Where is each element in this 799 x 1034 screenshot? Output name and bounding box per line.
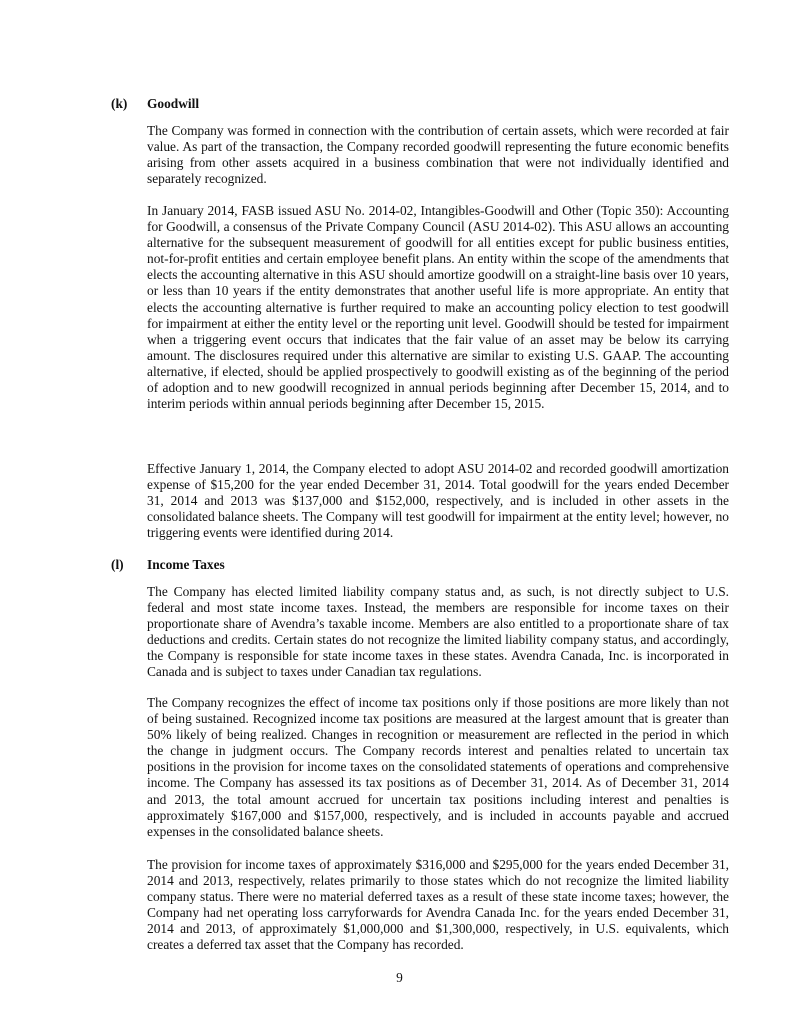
- section-title: Goodwill: [147, 96, 200, 111]
- section-heading-goodwill: [111, 96, 199, 112]
- paragraph: The provision for income taxes of approximately $316,000 and $295,000 for the years ended December 31, 2014 and 2013, respectively, relates primarily to those states which do not recognize the limited liability company status. There were no material deferred taxes as a result of these state income taxes; however, the Company had net operating loss carryforwards for Avendra Canada Inc. for the years ended December 31, 2014 and 2013, of approximately $1,000,000 and $1,300,000, respectively, in U.S. equivalents, which creates a deferred tax asset that the Company has recorded.: [147, 857, 729, 953]
- paragraph: The Company has elected limited liability company status and, as such, is not directly subject to U.S. federal and most state income taxes. Instead, the members are responsible for income taxes on their proportionate share of Avendra’s taxable income. Members are also entitled to a proportionate share of tax deductions and credits. Certain states do not recognize the limited liability company status, and accordingly, the Company is responsible for state income taxes in these states. Avendra Canada, Inc. is incorporated in Canada and is subject to taxes under Canadian tax regulations.: [147, 584, 729, 680]
- section-letter: (l): [111, 557, 124, 572]
- paragraph: In January 2014, FASB issued ASU No. 2014-02, Intangibles-Goodwill and Other (Topic 350): Accounting for Goodwill, a consensus of the Private Company Council (ASU 2014-02). This ASU allows an accounting alternative for the subsequent measurement of goodwill for all entities except for public business entities, not-for-profit entities and certain employee benefit plans. An entity within the scope of the amendments that elects the accounting alternative in this ASU should amortize goodwill on a straight-line basis over 10 years, or less than 10 years if the entity demonstrates that another useful life is more appropriate. An entity that elects the accounting alternative is further required to make an accounting policy election to test goodwill for impairment at either the entity level or the reporting unit level. Goodwill should be tested for impairment when a triggering event occurs that indicates that the fair value of an asset may be below its carrying amount. The disclosures required under this alternative are similar to existing U.S. GAAP. The accounting alternative, if elected, should be applied prospectively to goodwill existing as of the beginning of the period of adoption and to new goodwill recognized in annual periods beginning after December 15, 2014, and to interim periods within annual periods beginning after December 15, 2015.: [147, 203, 729, 412]
- paragraph: The Company was formed in connection with the contribution of certain assets, which were recorded at fair value. As part of the transaction, the Company recorded goodwill representing the future economic benefits arising from other assets acquired in a business combination that were not individually identified and separately recognized.: [147, 123, 729, 187]
- section-letter: (k): [111, 96, 128, 111]
- paragraph: The Company recognizes the effect of income tax positions only if those positions are more likely than not of being sustained. Recognized income tax positions are measured at the largest amount that is greater than 50% likely of being realized. Changes in recognition or measurement are reflected in the period in which the change in judgment occurs. The Company records interest and penalties related to uncertain tax positions in the provision for income taxes on the consolidated statements of operations and comprehensive income. The Company has assessed its tax positions as of December 31, 2014. As of December 31, 2014 and 2013, the total amount accrued for uncertain tax positions including interest and penalties is approximately $167,000 and $157,000, respectively, and is included in accounts payable and accrued expenses in the consolidated balance sheets.: [147, 695, 729, 839]
- paragraph: Effective January 1, 2014, the Company elected to adopt ASU 2014-02 and recorded goodwill amortization expense of $15,200 for the year ended December 31, 2014. Total goodwill for the years ended December 31, 2014 and 2013 was $137,000 and $152,000, respectively, and is included in other assets in the consolidated balance sheets. The Company will test goodwill for impairment at the entity level; however, no triggering events were identified during 2014.: [147, 461, 729, 541]
- section-title: Income Taxes: [147, 557, 225, 572]
- page-number: 9: [396, 970, 403, 985]
- section-heading-income-taxes: [111, 557, 225, 573]
